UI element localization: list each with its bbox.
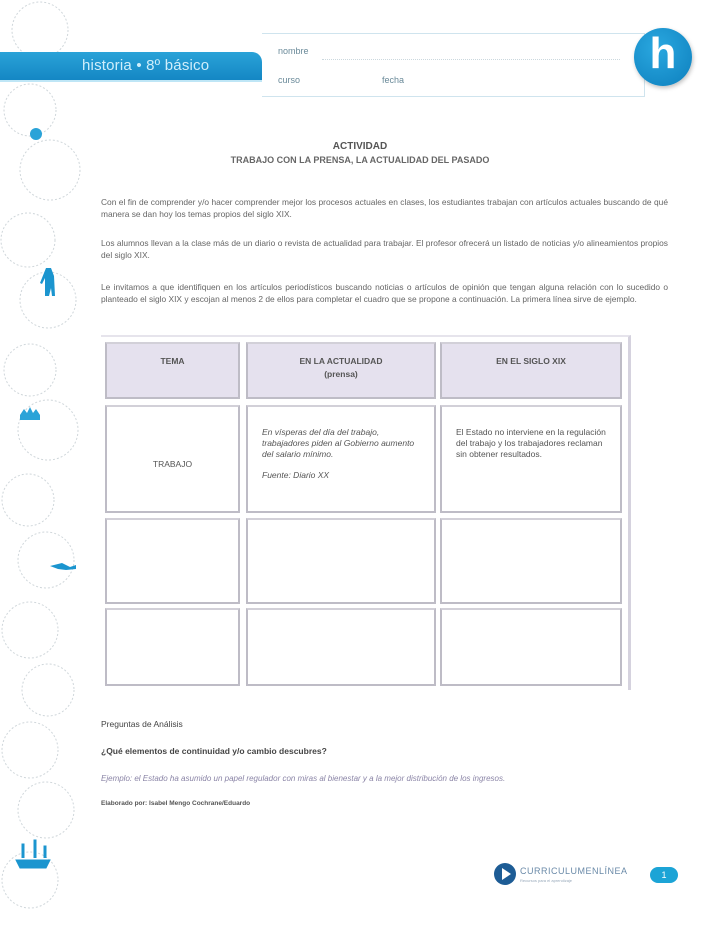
crown-icon: [20, 407, 40, 420]
name-field[interactable]: [322, 59, 620, 60]
name-label: nombre: [278, 46, 309, 56]
analysis-question: ¿Qué elementos de continuidad y/o cambio descubres?: [101, 746, 327, 756]
map-shape-icon: [50, 563, 76, 570]
curriculum-play-icon: [494, 863, 516, 885]
subject-band-text: historia • 8º básico: [82, 57, 210, 74]
activity-label: ACTIVIDAD: [332, 141, 388, 152]
row2-tema[interactable]: [105, 518, 240, 604]
footer-brand: CURRICULUMENLÍNEA: [520, 866, 628, 876]
credit-line: Elaborado por: Isabel Mengo Cochrane/Eduardo: [101, 800, 251, 807]
row2-actualidad[interactable]: [246, 518, 436, 604]
subject-band: [0, 52, 262, 82]
analysis-example: Ejemplo: el Estado ha asumido un papel regulador con miras al bienestar y a la mejor distribución de los ingresos.: [101, 774, 506, 783]
header-actualidad: EN LA ACTUALIDAD (prensa): [246, 342, 436, 399]
student-info-form: [262, 33, 645, 97]
analysis-heading: Preguntas de Análisis: [101, 719, 183, 729]
historia-logo: h: [634, 28, 692, 86]
row3-tema[interactable]: [105, 608, 240, 686]
row1-siglo-xix[interactable]: El Estado no interviene en la regulación del trabajo y los trabajadores reclaman sin obtener resultados.: [440, 405, 622, 513]
task-paragraph: Le invitamos a que identifiquen en los artículos periodísticos buscando noticias o artículos de opinión que tengan alguna relación con lo sucedido o planteado el siglo XIX y escojan al menos 2 de ellos para completar el cuadro que se propone a continuación. La primera línea sirve de ejemplo.: [101, 282, 668, 304]
row3-actualidad[interactable]: [246, 608, 436, 686]
header-tema: TEMA: [105, 342, 240, 399]
row1-actualidad[interactable]: En vísperas del día del trabajo, trabajadores piden al Gobierno aumento del salario mínimo. Fuente: Diario XX: [246, 405, 436, 513]
row3-siglo-xix[interactable]: [440, 608, 622, 686]
course-label: curso: [278, 75, 301, 85]
date-label: fecha: [382, 75, 405, 85]
decorative-swirl-border: [0, 0, 90, 933]
activity-title: TRABAJO CON LA PRENSA, LA ACTUALIDAD DEL PASADO: [230, 155, 490, 165]
ship-icon: [16, 840, 50, 868]
footer-brand-sub: Recursos para el aprendizaje: [520, 878, 573, 883]
intro-paragraph: Con el fin de comprender y/o hacer comprender mejor los procesos actuales en clases, los estudiantes trabajan con artículos actuales buscando de qué manera se dan hoy los temas propios del siglo XIX.: [101, 197, 668, 219]
instructions-paragraph: Los alumnos llevan a la clase más de un diario o revista de actualidad para trabajar. El profesor ofrecerá un listado de noticias y/o alineamientos propios del siglo XIX.: [101, 238, 668, 260]
row2-siglo-xix[interactable]: [440, 518, 622, 604]
row1-tema[interactable]: TRABAJO: [105, 405, 240, 513]
globe-icon: [30, 128, 42, 140]
page-number: 1: [650, 867, 678, 883]
header-siglo-xix: EN EL SIGLO XIX: [440, 342, 622, 399]
